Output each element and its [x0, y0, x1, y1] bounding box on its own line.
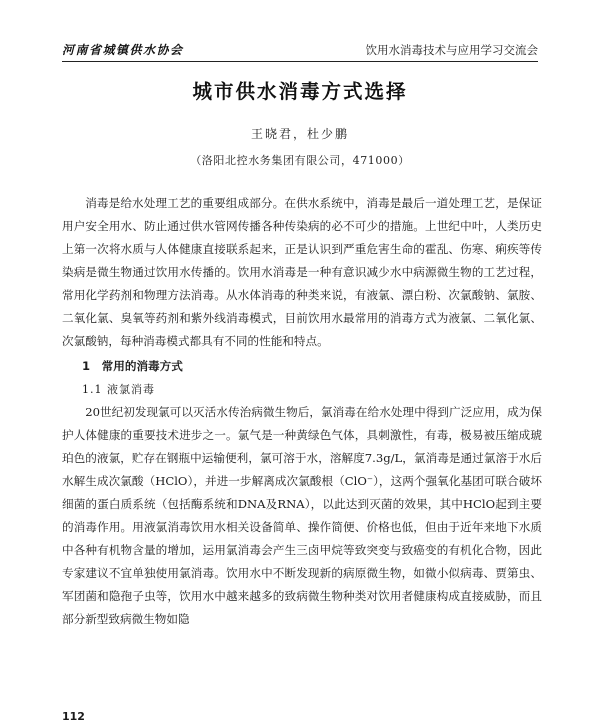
- subsection-paragraph: 20世纪初发现氯可以灭活水传治病微生物后，氯消毒在给水处理中得到广泛应用，成为保护人体健康的重要技术进步之一。氯气是一种黄绿色气体，具刺激性，有毒，极易被压缩成琥珀色的液氯，贮存在钢瓶中运输便利，氯可溶于水，溶解度7.3g/L，氯消毒是通过氯溶于水后水解生成次氯酸（HClO），并进一步解离成次氯酸根（ClO⁻），这两个强氧化基团可联合破坏细菌的蛋白质系统（包括酶系统和DNA及RNA），以此达到灭菌的效果，其中HClO起到主要的消毒作用。用液氯消毒饮用水相关设备简单、操作简便、价格也低，但由于近年来地下水质中各种有机物含量的增加，运用氯消毒会产生三卤甲烷等致突变与致癌变的有机化合物，因此专家建议不宜单独使用氯消毒。饮用水中不断发现新的病原微生物，如微小似病毒、贾第虫、军团菌和隐孢子虫等，饮用水中越来越多的致病微生物种类对饮用者健康构成直接威胁，而且部分新型致病微生物如隐: [62, 405, 542, 626]
- section-heading: 1 常用的消毒方式: [82, 359, 183, 373]
- page-number: 112: [62, 710, 85, 723]
- association-name: 河南省城镇供水协会: [62, 43, 184, 57]
- page-header: [62, 36, 538, 62]
- intro-paragraph: 消毒是给水处理工艺的重要组成部分。在供水系统中，消毒是最后一道处理工艺，是保证用户安全用水、防止通过供水管网传播各种传染病的必不可少的措施。上世纪中叶，人类历史上第一次将水质与人体健康直接联系起来，正是认识到严重危害生命的霍乱、伤寒、痢疾等传染病是微生物通过饮用水传播的。饮用水消毒是一种有意识减少水中病源微生物的工艺过程，常用化学药剂和物理方法消毒。从水体消毒的种类来说，有液氯、漂白粉、次氯酸钠、氯胺、二氧化氯、臭氧等药剂和紫外线消毒模式，目前饮用水最常用的消毒方式为液氯、二氧化氯、次氯酸钠，每种消毒模式都具有不同的性能和特点。: [62, 196, 542, 348]
- article-body: [62, 192, 542, 631]
- article-authors: 王晓君，杜少鹏: [250, 127, 349, 141]
- subsection-heading: 1.1 液氯消毒: [82, 383, 155, 396]
- conference-name: 饮用水消毒技术与应用学习交流会: [365, 43, 538, 57]
- article-affiliation: （洛阳北控水务集团有限公司，471000）: [190, 154, 410, 167]
- article-title: 城市供水消毒方式选择: [192, 80, 408, 103]
